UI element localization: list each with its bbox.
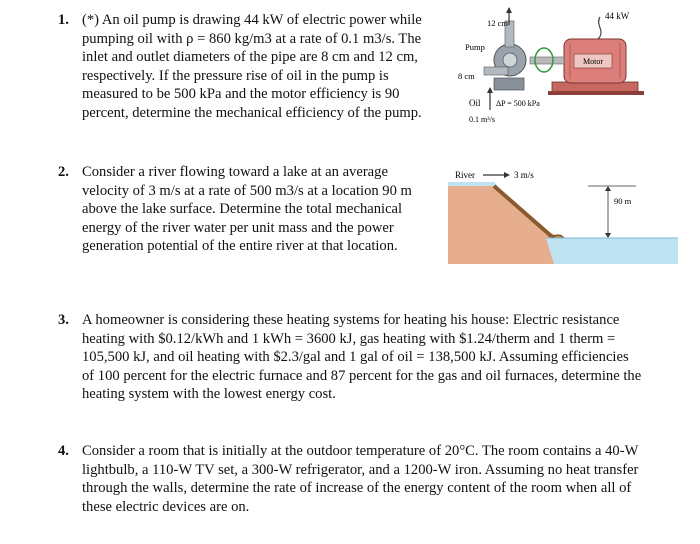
river-lake-figure xyxy=(448,164,678,264)
flow-rate-label: 0.1 m³/s xyxy=(469,115,495,124)
pressure-rise-label: ΔP = 500 kPa xyxy=(496,99,540,108)
problem-text: A homeowner is considering these heating systems for heating his house: Electric resistance heating with $0.12/kWh and 1 kWh = 3600 kJ, gas heating with $1.24/therm and 1 therm = 105,500 kJ, and oil heating with $2.3/gal and 1 gal of oil = 138,500 kJ. Assuming efficiencies of 100 percent for the electric furnace and 87 percent for the gas and oil furnaces, determine the heating system with the lowest energy cost. xyxy=(82,312,642,402)
problem-text: Consider a river flowing toward a lake at an average velocity of 3 m/s at a rate of 500 m3/s at a location 90 m above the lake surface. Determine the total mechanical energy of the river water per unit mass and the power generation potential of the entire river at that location. xyxy=(82,164,412,254)
motor-label: Motor xyxy=(583,57,603,66)
oil-label: Oil xyxy=(469,98,481,108)
river-label: River xyxy=(455,170,475,180)
height-label: 90 m xyxy=(614,196,632,206)
problem-text: (*) An oil pump is drawing 44 kW of electric power while pumping oil with ρ = 860 kg/m3 at a rate of 0.1 m3/s. The inlet and outlet diameters of the pipe are 8 cm and 12 cm, respectively. If the pressure rise of oil in the pump is measured to be 500 kPa and the motor efficiency is 90 percent, determine the mechanical efficiency of the pump. xyxy=(82,12,422,121)
problem-number: 2. xyxy=(58,164,69,180)
velocity-label: 3 m/s xyxy=(514,170,534,180)
inlet-label: 8 cm xyxy=(458,71,475,81)
problem-number: 4. xyxy=(58,443,69,459)
problem-text: Consider a room that is initially at the outdoor temperature of 20°C. The room contains a 40-W lightbulb, a 110-W TV set, a 300-W refrigerator, and a 1200-W iron. Assuming no heat transfer through the walls, determine the rate of increase of the energy content of the room when all of these electric devices are on. xyxy=(82,443,639,515)
outlet-label: 12 cm xyxy=(487,18,509,28)
power-label: 44 kW xyxy=(605,11,630,21)
problem-number: 1. xyxy=(58,12,69,28)
problem-number: 3. xyxy=(58,312,69,328)
pump-motor-figure xyxy=(448,5,678,130)
pump-label: Pump xyxy=(465,42,485,52)
